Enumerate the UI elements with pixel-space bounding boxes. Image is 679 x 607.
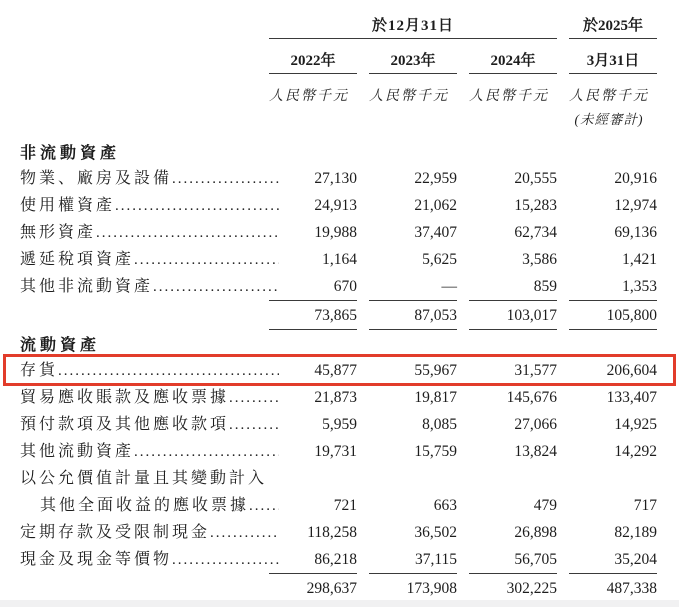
header-group-row [20, 0, 657, 39]
value-cell [457, 246, 557, 273]
subtotal-value-cell [257, 575, 357, 602]
value-cell [257, 273, 357, 300]
value-cell [457, 438, 557, 465]
value: 145,676 [506, 389, 557, 406]
header-unaudited-row [20, 108, 657, 128]
table-row [20, 219, 657, 246]
value: 82,189 [614, 524, 657, 541]
value-cell [357, 438, 457, 465]
value-cell [357, 546, 457, 573]
value-cell [457, 492, 557, 519]
value: 19,817 [414, 389, 457, 406]
value: 45,877 [314, 362, 357, 379]
value-cell [557, 192, 657, 219]
row-label-text: 貿易應收賬款及應收票據 [20, 389, 230, 406]
value: 36,502 [414, 524, 457, 541]
table-row-highlighted [20, 357, 657, 384]
value: 35,204 [569, 546, 657, 574]
subtotal-value-cell [557, 575, 657, 602]
value-cell [557, 219, 657, 246]
subtotal-value-cell [357, 302, 457, 329]
row-label-text: 存貨 [20, 362, 59, 379]
value: 26,898 [514, 524, 557, 541]
value: 24,913 [314, 197, 357, 214]
value: 487,338 [569, 575, 657, 603]
currency-unit-label: 人民幣千元 [269, 89, 349, 104]
value: 13,824 [514, 443, 557, 460]
value-cell [257, 246, 357, 273]
row-label-text: 以公允價值計量且其變動計入 [20, 470, 268, 487]
row-label [20, 438, 279, 465]
value-cell [257, 192, 357, 219]
subtotal-value-cell [457, 575, 557, 602]
subtotal-value-cell [257, 302, 357, 329]
value: 12,974 [614, 197, 657, 214]
value: 8,085 [422, 416, 457, 433]
value: — [369, 273, 457, 301]
row-label [20, 165, 279, 192]
value-cell [557, 273, 657, 300]
value-cell [457, 519, 557, 546]
value: 302,225 [469, 575, 557, 603]
table-row [20, 273, 657, 300]
year-2022-header: 2022年 [269, 49, 357, 74]
value-cell [357, 411, 457, 438]
value-cell [357, 357, 457, 384]
value: 206,604 [606, 362, 657, 379]
value: 73,865 [269, 302, 357, 330]
table-body [20, 143, 657, 602]
value-cell [457, 192, 557, 219]
value-cell [357, 519, 457, 546]
period-2025-header: 於2025年 [569, 14, 657, 39]
table-row [20, 492, 657, 519]
value-cell [457, 273, 557, 300]
value: 37,115 [369, 546, 457, 574]
value-cell [557, 384, 657, 411]
dot-leader [58, 358, 279, 384]
value-cell [557, 246, 657, 273]
table-row [20, 438, 657, 465]
row-label-text: 其他流動資產 [20, 443, 135, 460]
page-bottom-strip [0, 600, 679, 607]
currency-unit-label: 人民幣千元 [569, 89, 649, 104]
value: 15,759 [414, 443, 457, 460]
unaudited-note: (未經審計) [574, 112, 644, 127]
row-label-text: 定期存款及受限制現金 [20, 524, 211, 541]
year-2024-header: 2024年 [469, 49, 557, 74]
subtotal-value-cell [457, 302, 557, 329]
march-31-header: 3月31日 [569, 49, 657, 74]
value: 103,017 [469, 302, 557, 330]
value-cell [457, 546, 557, 573]
row-label [20, 246, 279, 273]
row-label-text: 其他全面收益的應收票據 [40, 497, 250, 514]
dot-leader [96, 220, 279, 246]
value-cell [457, 357, 557, 384]
value: 21,062 [414, 197, 457, 214]
value: 19,731 [314, 443, 357, 460]
row-label [20, 519, 279, 546]
value-cell [557, 546, 657, 573]
value: 20,916 [614, 170, 657, 187]
value: 14,925 [614, 416, 657, 433]
value: 670 [269, 273, 357, 301]
subtotal-value-cell [557, 302, 657, 329]
row-label-text: 其他非流動資產 [20, 278, 154, 295]
value-cell [357, 219, 457, 246]
dot-leader [115, 193, 279, 219]
value-cell [557, 165, 657, 192]
header-years-row [20, 49, 657, 74]
value-cell [257, 219, 357, 246]
row-label [20, 357, 279, 384]
value: 298,637 [269, 575, 357, 603]
value-cell [357, 384, 457, 411]
value: 3,586 [522, 251, 557, 268]
value-cell [357, 246, 457, 273]
value: 721 [333, 497, 357, 514]
value-cell [557, 357, 657, 384]
row-label-text: 物業、廠房及設備 [20, 170, 173, 187]
value-cell [457, 411, 557, 438]
value-cell [557, 519, 657, 546]
row-label [20, 273, 279, 300]
value-cell [257, 357, 357, 384]
currency-unit-label: 人民幣千元 [369, 89, 449, 104]
value-cell [557, 411, 657, 438]
value-cell [457, 384, 557, 411]
period-2025-column [557, 14, 657, 39]
year-2023-header: 2023年 [369, 49, 457, 74]
value: 1,353 [569, 273, 657, 301]
value: 133,407 [606, 389, 657, 406]
header-units-row [20, 85, 657, 105]
value-cell [257, 492, 357, 519]
value-cell [257, 519, 357, 546]
value: 479 [533, 497, 557, 514]
value: 22,959 [414, 170, 457, 187]
section-title: 非流動資產 [20, 145, 121, 162]
value: 1,164 [322, 251, 357, 268]
value: 87,053 [369, 302, 457, 330]
subtotal-row [20, 575, 657, 602]
value-cell [357, 192, 457, 219]
value-cell [357, 165, 457, 192]
table-row [20, 246, 657, 273]
row-label [20, 219, 279, 246]
row-label-text: 預付款項及其他應收款項 [20, 416, 230, 433]
value-cell [557, 492, 657, 519]
value: 27,066 [514, 416, 557, 433]
row-label [20, 575, 279, 602]
table-row [20, 519, 657, 546]
value-cell [257, 438, 357, 465]
value-cell [357, 273, 457, 300]
date-group-header: 於12月31日 [269, 14, 557, 39]
value: 118,258 [307, 524, 357, 541]
table-row [20, 465, 657, 492]
value-cell [257, 411, 357, 438]
value: 663 [433, 497, 457, 514]
value: 31,577 [514, 362, 557, 379]
value: 1,421 [622, 251, 657, 268]
value: 15,283 [514, 197, 557, 214]
value: 62,734 [514, 224, 557, 241]
row-label [20, 546, 279, 573]
row-label [20, 492, 279, 519]
value: 859 [469, 273, 557, 301]
value: 86,218 [269, 546, 357, 574]
table-row [20, 192, 657, 219]
table-row [20, 546, 657, 573]
value: 27,130 [314, 170, 357, 187]
table-row [20, 165, 657, 192]
value: 5,959 [322, 416, 357, 433]
value: 14,292 [614, 443, 657, 460]
date-group-column [257, 14, 557, 39]
value-cell [357, 492, 457, 519]
row-label [20, 411, 279, 438]
value: 717 [633, 497, 657, 514]
subtotal-value-cell [357, 575, 457, 602]
row-label-text: 無形資產 [20, 224, 97, 241]
value-cell [257, 384, 357, 411]
row-label-text: 現金及現金等價物 [20, 551, 173, 568]
row-label-text: 遞延稅項資產 [20, 251, 135, 268]
value: 37,407 [414, 224, 457, 241]
row-label [20, 465, 679, 492]
value: 69,136 [614, 224, 657, 241]
table-row [20, 411, 657, 438]
value: 105,800 [569, 302, 657, 330]
value-cell [257, 546, 357, 573]
value-cell [457, 219, 557, 246]
value: 19,988 [314, 224, 357, 241]
value-cell [257, 165, 357, 192]
row-label [20, 192, 279, 219]
value-cell [557, 438, 657, 465]
subtotal-row [20, 302, 657, 329]
value: 20,555 [514, 170, 557, 187]
row-label-text: 使用權資產 [20, 197, 116, 214]
row-label [20, 384, 279, 411]
currency-unit-label: 人民幣千元 [469, 89, 549, 104]
section-title: 流動資產 [20, 337, 101, 354]
row-label [20, 302, 279, 329]
value: 56,705 [469, 546, 557, 574]
value: 21,873 [314, 389, 357, 406]
value-cell [457, 165, 557, 192]
value: 173,908 [369, 575, 457, 603]
value: 5,625 [422, 251, 457, 268]
table-row [20, 384, 657, 411]
value: 55,967 [414, 362, 457, 379]
